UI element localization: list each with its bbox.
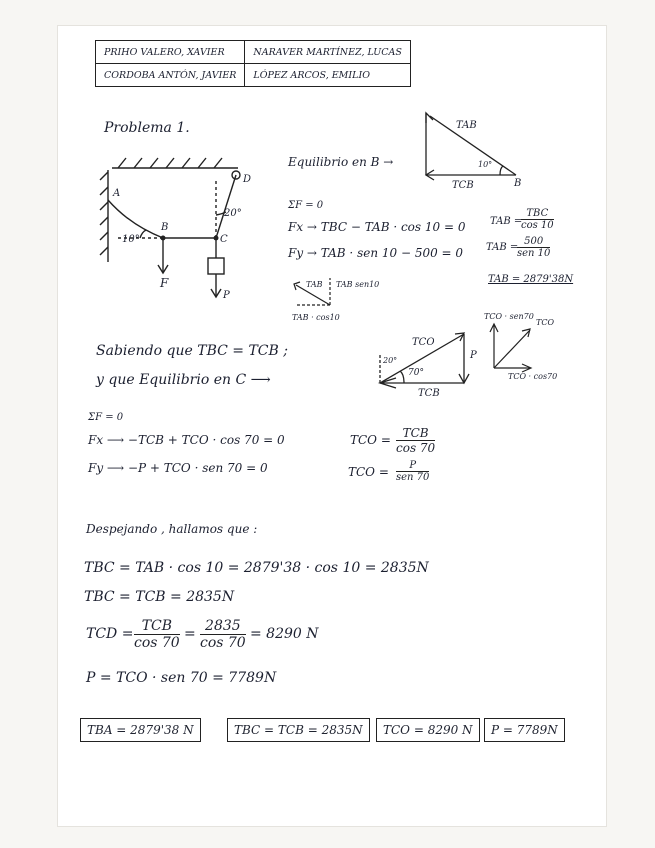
frac-num: 500	[517, 236, 550, 248]
solve-line-1: TBC = TAB · cos 10 = 2879'38 · cos 10 = 2835N	[84, 560, 429, 576]
eq-b-fy: Fy → TAB · sen 10 − 500 = 0	[288, 246, 464, 260]
label-c: C	[220, 234, 228, 245]
frac-den: cos 70	[200, 635, 246, 651]
tri-c-p: P	[470, 350, 477, 361]
comp-c-sin: TCO · sen70	[484, 312, 534, 321]
tab-result: TAB = 2879'38N	[488, 274, 574, 285]
comp-c-cos: TCO · cos70	[508, 372, 558, 381]
tri-c-ang20: 20°	[383, 356, 398, 365]
result-box-tbc: TBC = TCB = 2835N	[227, 718, 370, 742]
frac-num: TBC	[521, 208, 554, 220]
comp-c-tco: TCO	[536, 318, 555, 327]
frac-den: cos 10	[521, 220, 554, 231]
angle-20: 20°	[224, 208, 242, 219]
frac-num: TCB	[396, 426, 435, 441]
result-box-tba: TBA = 2879'38 N	[80, 718, 201, 742]
name-cell: NARAVER MARTÍNEZ, LUCAS	[245, 41, 411, 64]
name-cell: CORDOBA ANTÓN, JAVIER	[96, 64, 245, 87]
tri-c-tco: TCO	[412, 337, 435, 348]
eq-c-fy: Fy ⟶ −P + TCO · sen 70 = 0	[88, 461, 268, 475]
tri-b-b: B	[514, 178, 522, 189]
result-box-tco: TCO = 8290 N	[376, 718, 480, 742]
eq-c-line2: y que Equilibrio en C ⟶	[96, 372, 271, 388]
problem-title: Problema 1.	[104, 120, 190, 136]
label-d: D	[243, 174, 252, 185]
solve-heading: Despejando , hallamos que :	[86, 522, 258, 536]
frac-den: cos 70	[134, 635, 180, 651]
frac-den: sen 10	[517, 248, 551, 259]
comp-b-tab: TAB	[306, 280, 323, 289]
tab-eq1-left: TAB =	[490, 216, 523, 227]
comp-b-cos: TAB · cos10	[292, 313, 340, 322]
tri-b-ang: 10°	[478, 160, 493, 169]
tri-b-tab: TAB	[456, 120, 477, 131]
frac-den: sen 70	[396, 472, 430, 483]
frac-num: TCB	[134, 618, 180, 635]
tco2-left: TCO =	[348, 465, 389, 479]
tri-b-tcb: TCB	[452, 180, 474, 191]
tri-c-ang70: 70°	[408, 368, 424, 378]
frac-num: P	[396, 460, 429, 472]
label-p: P	[223, 290, 230, 301]
solve-line-3-left: TCD =	[86, 626, 134, 642]
tri-c-tcb: TCB	[418, 388, 440, 399]
solve-line-2: TBC = TCB = 2835N	[84, 589, 235, 605]
label-a: A	[113, 188, 121, 199]
tab-eq2-left: TAB =	[486, 242, 519, 253]
eq-b-fx: Fx → TBC − TAB · cos 10 = 0	[288, 220, 466, 234]
eq-c-line1: Sabiendo que TBC = TCB ;	[96, 343, 288, 359]
angle-10: 10°	[122, 234, 140, 245]
eq-c-fx: Fx ⟶ −TCB + TCO · cos 70 = 0	[88, 433, 285, 447]
name-cell: PRIHO VALERO, XAVIER	[96, 41, 245, 64]
tco1-left: TCO =	[350, 433, 391, 447]
solve-line-3-frac2	[200, 618, 246, 651]
label-b: B	[161, 222, 169, 233]
solve-line-3-eq: =	[184, 626, 196, 642]
frac-num: 2835	[200, 618, 246, 635]
comp-b-sin: TAB sen10	[336, 280, 380, 289]
solve-line-3-res: = 8290 N	[250, 626, 319, 642]
eq-b-heading: Equilibrio en B →	[288, 155, 394, 169]
solve-line-4: P = TCO · sen 70 = 7789N	[86, 670, 277, 686]
eq-b-sum: ΣF = 0	[288, 200, 324, 211]
label-f: F	[160, 276, 169, 290]
name-cell: LÓPEZ ARCOS, EMILIO	[245, 64, 411, 87]
eq-c-sum: ΣF = 0	[88, 412, 124, 423]
frac-den: cos 70	[396, 441, 436, 455]
solve-line-3-frac1	[134, 618, 180, 651]
result-box-p: P = 7789N	[484, 718, 565, 742]
